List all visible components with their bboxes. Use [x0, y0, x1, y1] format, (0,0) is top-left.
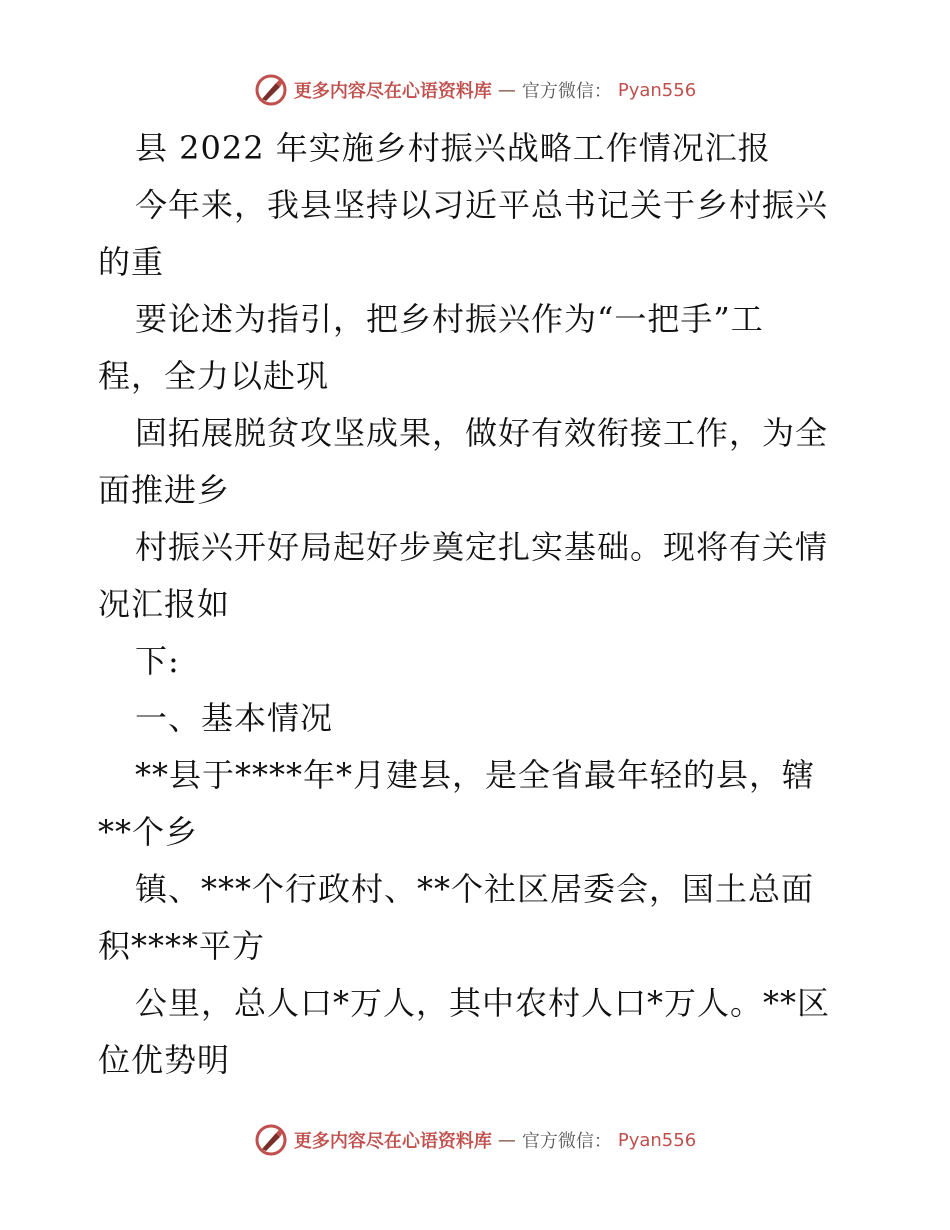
quill-pen-logo-icon — [254, 1123, 288, 1157]
document-body — [98, 120, 858, 1089]
watermark-separator: — — [497, 79, 516, 101]
paragraph-line: 积****平方 — [98, 927, 266, 965]
watermark-wechat-id: Pyan556 — [617, 1129, 697, 1151]
watermark-wechat-id: Pyan556 — [617, 79, 697, 101]
paragraph-line: 固拓展脱贫攻坚成果，做好有效衔接工作，为全 — [135, 414, 829, 452]
watermark-label: 官方微信： — [521, 1131, 612, 1152]
section-heading: 一、基本情况 — [135, 699, 334, 737]
paragraph-line: 今年来，我县坚持以习近平总书记关于乡村振兴 — [135, 186, 829, 224]
watermark-separator: — — [497, 1129, 516, 1151]
paragraph-line: 况汇报如 — [98, 585, 231, 623]
paragraph-line: 的重 — [98, 243, 165, 281]
paragraph-line: 面推进乡 — [98, 471, 231, 509]
paragraph-line: 程，全力以赴巩 — [98, 357, 330, 395]
paragraph-line: 村振兴开好局起好步奠定扎实基础。现将有关情 — [135, 528, 829, 566]
document-title: 县 2022 年实施乡村振兴战略工作情况汇报 — [135, 129, 771, 167]
watermark-main-text: 更多内容尽在心语资料库 — [293, 81, 492, 102]
paragraph-line: **县于****年*月建县，是全省最年轻的县，辖 — [135, 756, 816, 794]
watermark-label: 官方微信： — [521, 81, 612, 102]
paragraph-line: 公里，总人口*万人，其中农村人口*万人。**区 — [135, 984, 831, 1022]
paragraph-line: 镇、***个行政村、**个社区居委会，国土总面 — [135, 870, 815, 908]
header-watermark — [0, 70, 950, 110]
paragraph-line: **个乡 — [98, 813, 199, 851]
paragraph-line: 要论述为指引，把乡村振兴作为“一把手”工 — [135, 300, 764, 338]
paragraph-line: 下: — [135, 642, 180, 680]
paragraph-line: 位优势明 — [98, 1041, 231, 1079]
footer-watermark — [0, 1120, 950, 1160]
quill-pen-logo-icon — [254, 73, 288, 107]
watermark-main-text: 更多内容尽在心语资料库 — [293, 1131, 492, 1152]
